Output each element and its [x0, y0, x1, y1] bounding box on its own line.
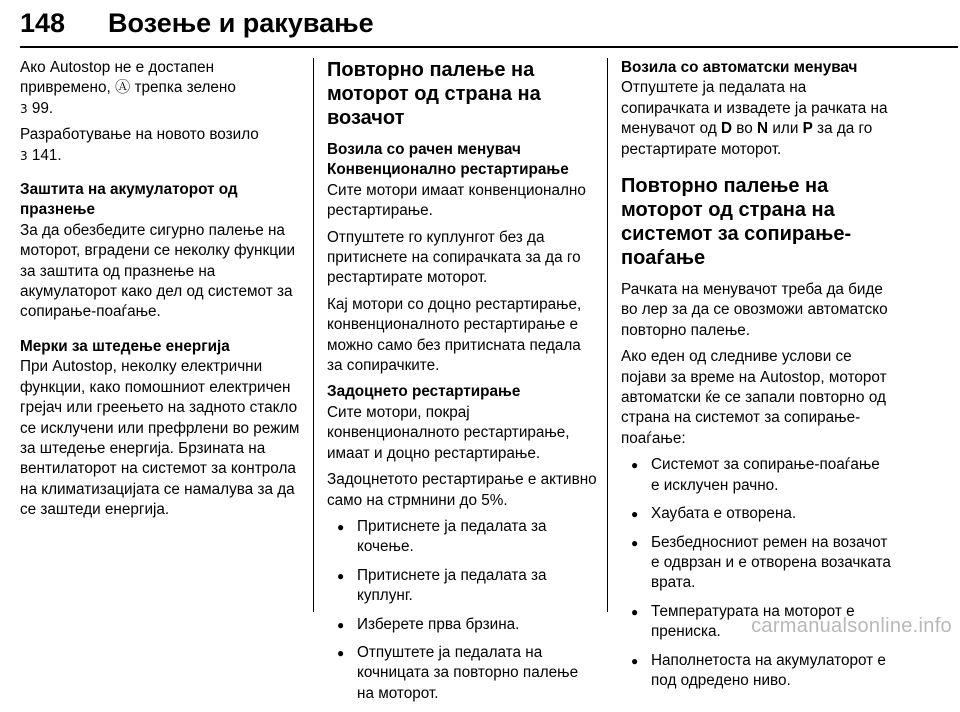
conventional-restart-heading: Конвенционално рестартирање — [327, 161, 569, 179]
conventional-restart-text: Отпуштете го куплунгот без да притиснете на сопирачката за да го рестартирате моторот. — [327, 228, 581, 287]
delayed-restart-heading: Задоцнето рестартирање — [327, 383, 521, 401]
list-item: ● Наполнетоста на акумулаторот е под одредено ниво. — [621, 651, 891, 692]
delayed-restart-steps — [327, 517, 599, 704]
text-span: Отпуштете ја педалата на сопирачката и извадете ја рачката на менувачот од — [621, 79, 888, 138]
autostop-text: Ако Autostop не е достапен привремено, — [20, 59, 215, 97]
system-restart-text: Ако еден од следниве услови се појави за време на Autostop, моторот автоматски ќе се запали повторно од страна на системот за сопирање-поаѓање: — [621, 348, 887, 447]
break-in-note — [20, 125, 300, 166]
column-divider — [313, 58, 314, 612]
page-header — [20, 8, 374, 39]
energy-saving-heading: Мерки за штедење енергија — [20, 337, 230, 355]
column-left — [20, 58, 300, 527]
text-span: или — [768, 120, 803, 138]
battery-protection-heading: Заштита на акумулаторот од празнење — [20, 181, 238, 219]
autostop-note — [20, 58, 300, 119]
column-middle — [327, 58, 599, 712]
watermark: carmanualsonline.info — [751, 615, 952, 637]
gear-n: N — [757, 120, 769, 138]
system-restart-text: Рачката на менувачот треба да биде во лер за да се овозможи автоматско повторно палење. — [621, 281, 888, 339]
column-divider — [607, 58, 608, 612]
header-rule — [20, 46, 958, 48]
energy-saving-text: При Autostop, неколку електрични функции, како помошниот електричен грејач или греењето на задното стакло се исклучени или префрлени во режим за штедење енергија. Брзината на вентилаторот на системот за контрола на климатизацијата се намалува за да се заштеди енергија. — [20, 358, 300, 519]
manual-transmission-heading: Возила со рачен менувач — [327, 141, 521, 158]
battery-protection-text: За да обезбедите сигурно палење на моторот, вградени се неколку функции за заштита од празнење на акумулаторот како дел од системот за сопирање-поаѓање. — [20, 221, 296, 321]
list-item: ● Притиснете ја педалата за куплунг. — [327, 566, 599, 607]
gear-d: D — [721, 120, 733, 138]
list-item: ● Температурата на моторот е прениска. — [621, 602, 891, 643]
gear-p: P — [802, 120, 813, 138]
text-span: во — [732, 120, 758, 138]
delayed-restart-text: Сите мотори, покрај конвенционалното рестартирање, имаат и доцно рестартирање. — [327, 403, 570, 462]
list-item: ● Хаубата е отворена. — [621, 504, 891, 524]
list-item: ● Отпуштете ја педалата на кочницата за повторно палење на моторот. — [327, 643, 599, 704]
list-item: ● Притиснете ја педалата за кочење. — [327, 517, 599, 558]
autostop-text-2: трепка зелено — [130, 79, 236, 97]
column-right — [621, 58, 891, 699]
conventional-restart-text: Кај мотори со доцно рестартирање, конвенционалното рестартирање е можно само без притисната педала за сопирачките. — [327, 295, 582, 375]
system-restart-heading: Повторно палење на моторот од страна на системот за сопирање-поаѓање — [621, 175, 852, 270]
cross-reference-icon: 3 — [20, 101, 28, 116]
conventional-restart-text: Сите мотори имаат конвенционално рестартирање. — [327, 181, 586, 220]
page-title: Возење и ракување — [108, 8, 374, 38]
page-reference[interactable]: 141. — [31, 146, 62, 164]
automatic-transmission-heading: Возила со автоматски менувач — [621, 59, 858, 76]
delayed-restart-text: Задоцнетото рестартирање е активно само на стрмнини до 5%. — [327, 471, 597, 509]
cross-reference-icon: 3 — [20, 148, 28, 163]
list-item: ● Безбедносниот ремен на возачот е одврзан и е отворена возачката врата. — [621, 533, 891, 594]
list-item: ● Системот за сопирање-поаѓање е исклучен рачно. — [621, 455, 891, 496]
page-number: 148 — [20, 8, 66, 38]
break-in-text: Разработување на новото возило — [20, 126, 259, 144]
driver-restart-heading: Повторно палење на моторот од страна на возачот — [327, 59, 541, 129]
page-reference[interactable]: 99. — [31, 99, 54, 117]
autostop-indicator-icon: Ⓐ — [114, 79, 131, 97]
list-item: ● Изберете прва брзина. — [327, 615, 599, 635]
automatic-transmission-text — [621, 78, 891, 160]
text-span: за да го рестартирате моторот. — [621, 120, 873, 158]
restart-conditions — [621, 455, 891, 691]
